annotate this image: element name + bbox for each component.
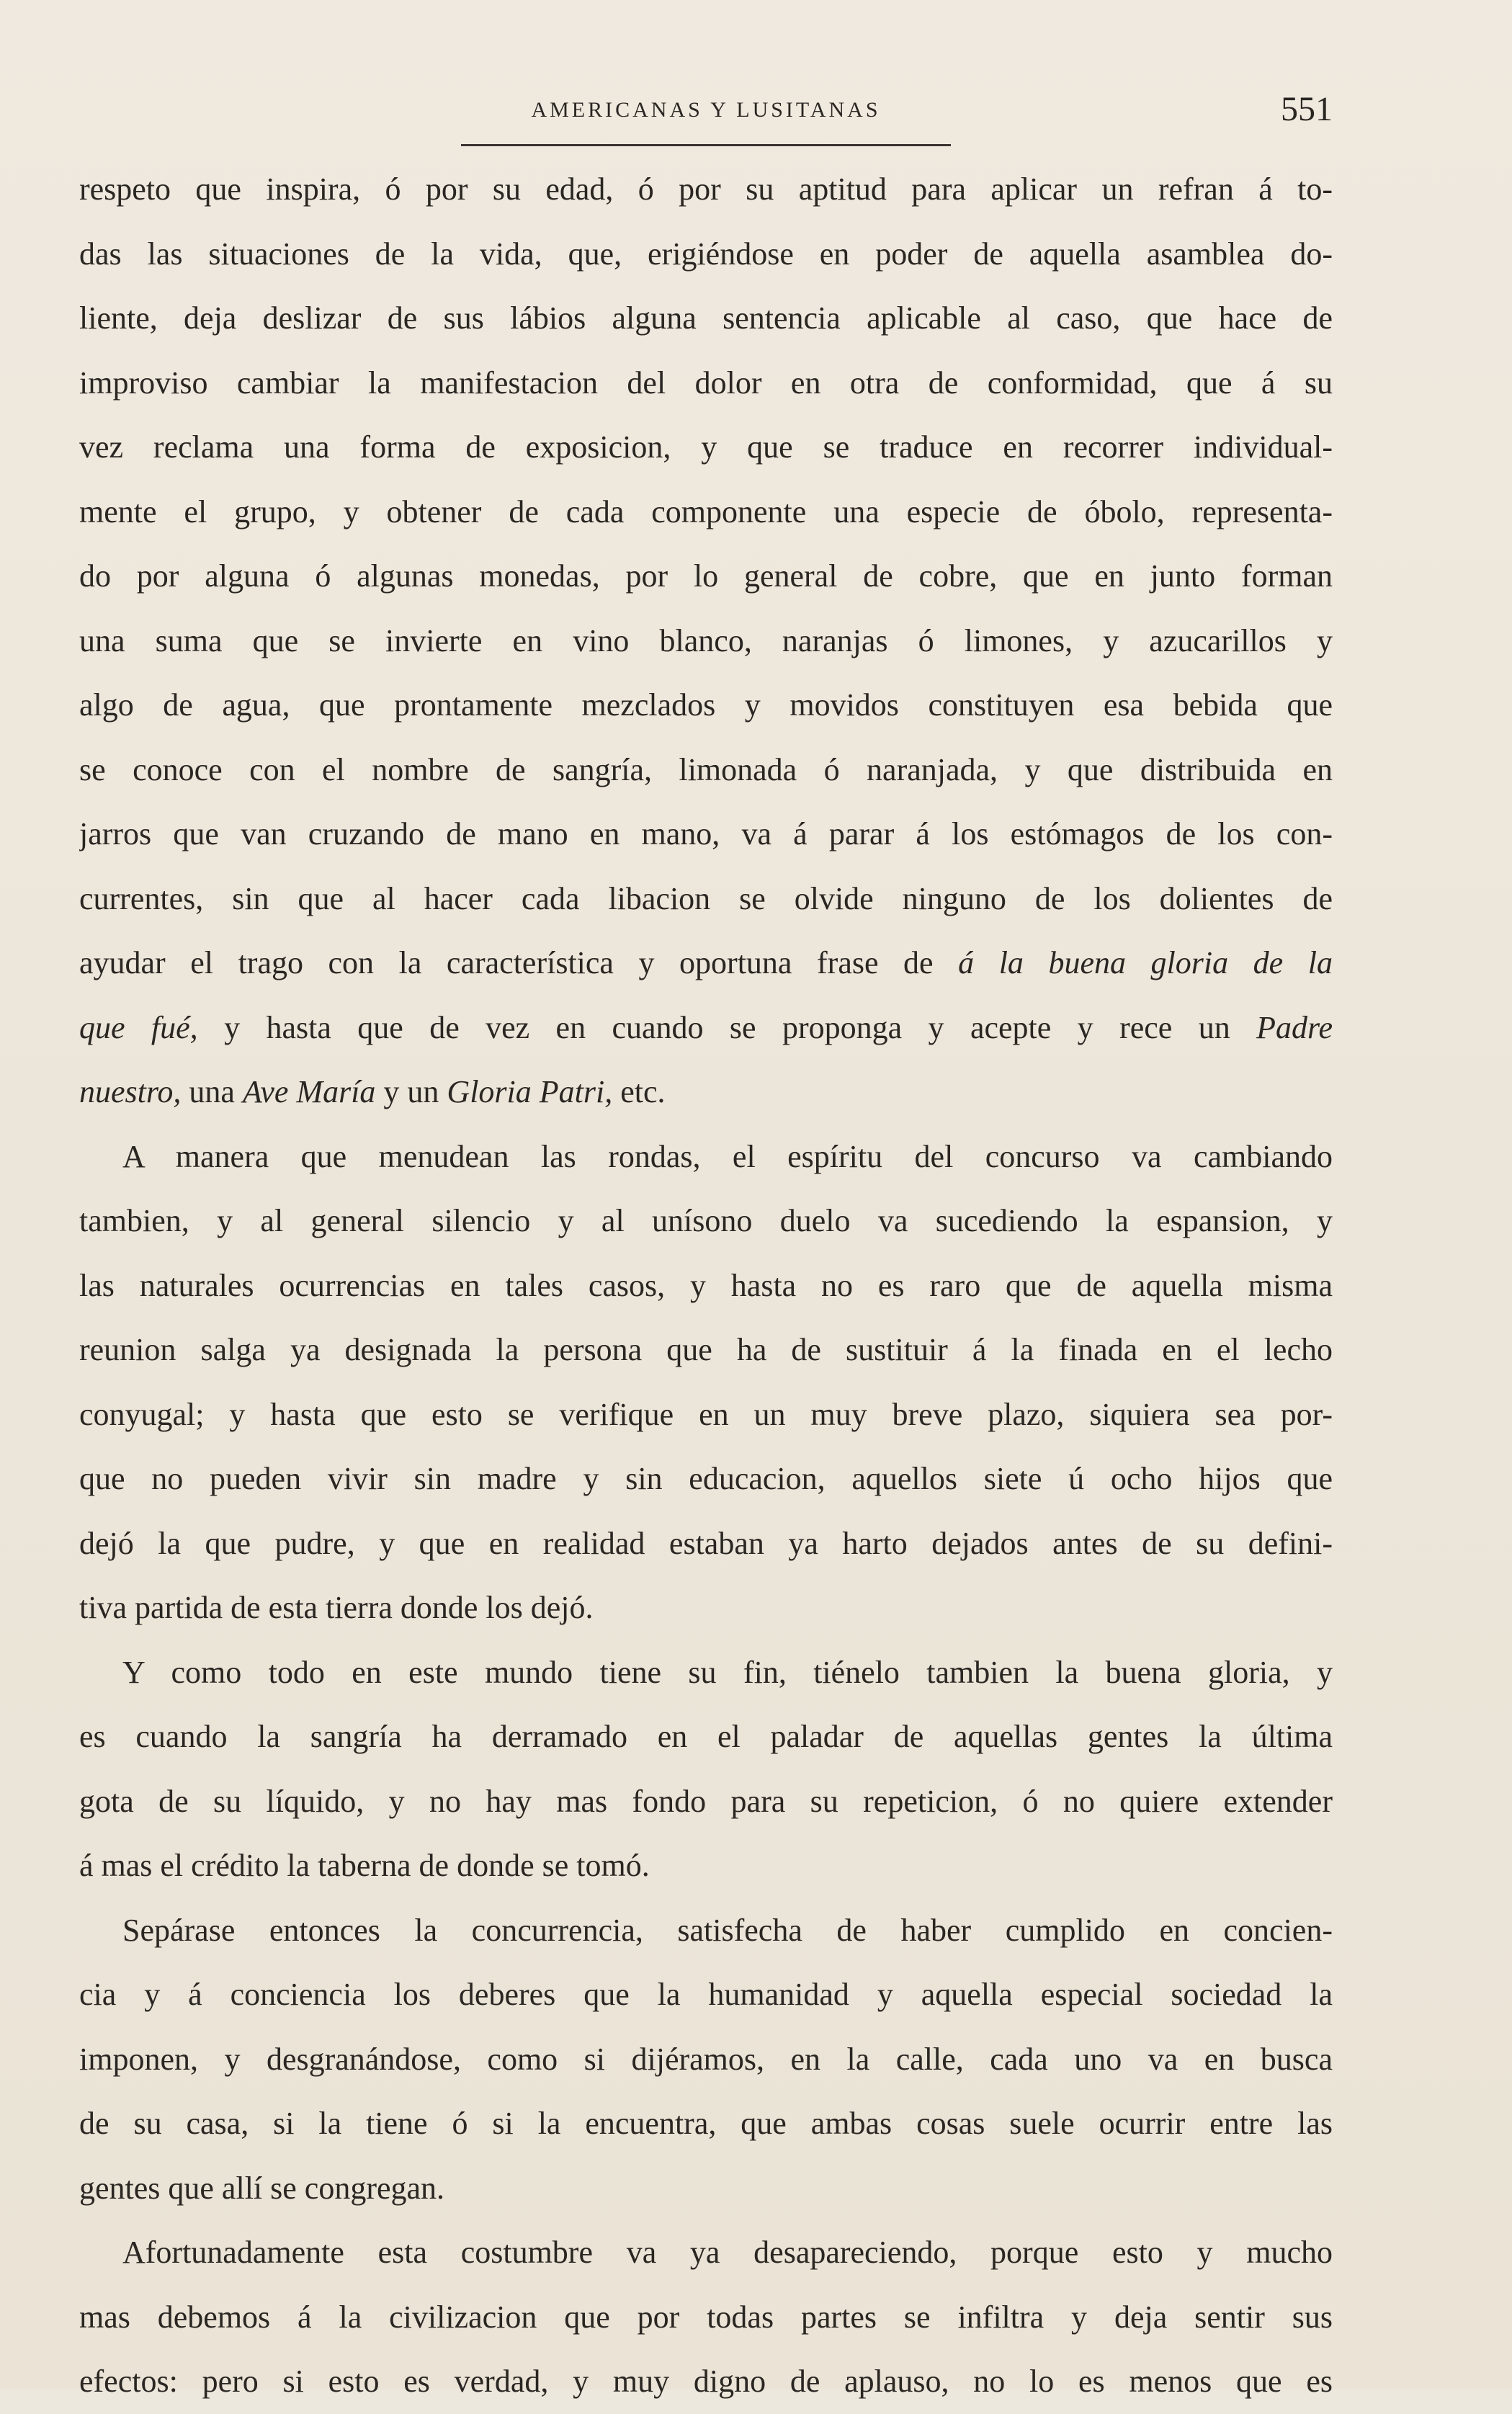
- text-run: Y como todo en este mundo tiene su fin, tiénelo tambien la buena gloria, y: [122, 1654, 1333, 1690]
- text-run: algo de agua, que prontamente mezclados y movidos constituyen esa bebida que: [79, 687, 1333, 723]
- italic-text: á la buena gloria de la: [958, 945, 1333, 980]
- text-line: [79, 609, 1333, 674]
- italic-text: Padre: [1256, 1009, 1333, 1045]
- text-run: gentes que allí se congregan.: [79, 2170, 445, 2206]
- text-run: y un: [375, 1074, 447, 1109]
- text-line: [79, 1640, 1333, 1705]
- text-run: currentes, sin que al hacer cada libacion se olvide ninguno de los dolientes de: [79, 880, 1333, 916]
- text-line: [79, 480, 1333, 545]
- text-run: cia y á conciencia los deberes que la humanidad y aquella especial sociedad la: [79, 1977, 1333, 2012]
- text-run: se conoce con el nombre de sangría, limonada ó naranjada, y que distribuida en: [79, 751, 1333, 787]
- body-text: [79, 157, 1333, 2414]
- text-line: [79, 415, 1333, 480]
- text-line: [79, 2091, 1333, 2156]
- text-run: gota de su líquido, y no hay mas fondo para su repeticion, ó no quiere extender: [79, 1783, 1333, 1819]
- page-number: 551: [1281, 90, 1333, 128]
- text-line: [79, 673, 1333, 738]
- text-line: [79, 1125, 1333, 1189]
- header-rule: [461, 144, 951, 146]
- text-line: [79, 1511, 1333, 1576]
- italic-text: Ave María: [242, 1074, 376, 1109]
- text-line: [79, 1253, 1333, 1318]
- running-title: AMERICANAS Y LUSITANAS: [531, 98, 881, 122]
- text-line: [79, 1382, 1333, 1447]
- text-run: mas debemos á la civilizacion que por todas partes se infiltra y deja sentir sus: [79, 2299, 1333, 2335]
- text-line: [79, 996, 1333, 1060]
- text-run: do por alguna ó algunas monedas, por lo general de cobre, que en junto forman: [79, 558, 1333, 594]
- text-run: tiva partida de esta tierra donde los dejó.: [79, 1590, 594, 1625]
- text-line: [79, 1318, 1333, 1382]
- text-line: [79, 1769, 1333, 1834]
- text-run: ayudar el trago con la característica y oportuna frase de: [79, 945, 959, 980]
- text-line: [79, 738, 1333, 803]
- text-run: y hasta que de vez en cuando se proponga y acepte y rece un: [197, 1009, 1257, 1045]
- text-run: jarros que van cruzando de mano en mano, va á parar á los estómagos de los con-: [79, 816, 1333, 851]
- text-run: reunion salga ya designada la persona que ha de sustituir á la finada en el lecho: [79, 1332, 1333, 1367]
- italic-text: Gloria Patri,: [447, 1074, 613, 1109]
- italic-text: nuestro,: [79, 1074, 182, 1109]
- text-run: Afortunadamente esta costumbre va ya desapareciendo, porque esto y mucho: [122, 2235, 1333, 2270]
- text-line: [79, 1898, 1333, 1963]
- text-line: [79, 2349, 1333, 2414]
- text-run: mente el grupo, y obtener de cada componente una especie de óbolo, representa-: [79, 493, 1333, 529]
- italic-text: que fué,: [79, 1009, 198, 1045]
- text-run: de su casa, si la tiene ó si la encuentra, que ambas cosas suele ocurrir entre las: [79, 2106, 1333, 2141]
- text-run: dejó la que pudre, y que en realidad estaban ya harto dejados antes de su defini-: [79, 1525, 1333, 1561]
- text-run: una: [181, 1074, 243, 1109]
- text-run: liente, deja deslizar de sus lábios alguna sentencia aplicable al caso, que hace de: [79, 300, 1333, 336]
- text-line: [79, 1447, 1333, 1511]
- text-run: conyugal; y hasta que esto se verifique en un muy breve plazo, siquiera sea por-: [79, 1396, 1333, 1432]
- text-line: [79, 222, 1333, 287]
- text-line: [79, 544, 1333, 609]
- page-header: [79, 92, 1333, 143]
- text-run: Sepárase entonces la concurrencia, satisfecha de haber cumplido en concien-: [122, 1912, 1333, 1948]
- text-line: [79, 2027, 1333, 2092]
- text-run: tambien, y al general silencio y al unísono duelo va sucediendo la espansion, y: [79, 1203, 1333, 1238]
- text-line: [79, 931, 1333, 996]
- text-run: es cuando la sangría ha derramado en el paladar de aquellas gentes la última: [79, 1719, 1333, 1754]
- text-run: una suma que se invierte en vino blanco, naranjas ó limones, y azucarillos y: [79, 622, 1333, 658]
- text-run: á mas el crédito la taberna de donde se tomó.: [79, 1848, 650, 1883]
- text-line: [79, 351, 1333, 416]
- text-run: improviso cambiar la manifestacion del dolor en otra de conformidad, que á su: [79, 365, 1333, 401]
- text-run: que no pueden vivir sin madre y sin educacion, aquellos siete ú ocho hijos que: [79, 1461, 1333, 1496]
- text-line: [79, 867, 1333, 931]
- text-run: A manera que menudean las rondas, el espíritu del concurso va cambiando: [122, 1138, 1333, 1174]
- text-run: respeto que inspira, ó por su edad, ó por su aptitud para aplicar un refran á to-: [79, 171, 1333, 207]
- text-line: [79, 2220, 1333, 2285]
- text-run: las naturales ocurrencias en tales casos, y hasta no es raro que de aquella misma: [79, 1267, 1333, 1303]
- text-line: [79, 1575, 1333, 1640]
- text-line: [79, 2285, 1333, 2350]
- text-line: [79, 286, 1333, 351]
- text-line: [79, 1962, 1333, 2027]
- text-line: [79, 1704, 1333, 1769]
- text-line: [79, 802, 1333, 867]
- text-line: [79, 1833, 1333, 1898]
- text-line: [79, 1189, 1333, 1253]
- text-run: imponen, y desgranándose, como si dijéramos, en la calle, cada uno va en busca: [79, 2041, 1333, 2077]
- text-run: das las situaciones de la vida, que, erigiéndose en poder de aquella asamblea do-: [79, 236, 1333, 272]
- text-line: [79, 2156, 1333, 2221]
- text-line: [79, 1060, 1333, 1125]
- text-line: [79, 157, 1333, 222]
- text-run: efectos: pero si esto es verdad, y muy digno de aplauso, no lo es menos que es: [79, 2364, 1333, 2399]
- text-run: etc.: [612, 1074, 666, 1109]
- text-run: vez reclama una forma de exposicion, y que se traduce en recorrer individual-: [79, 429, 1333, 465]
